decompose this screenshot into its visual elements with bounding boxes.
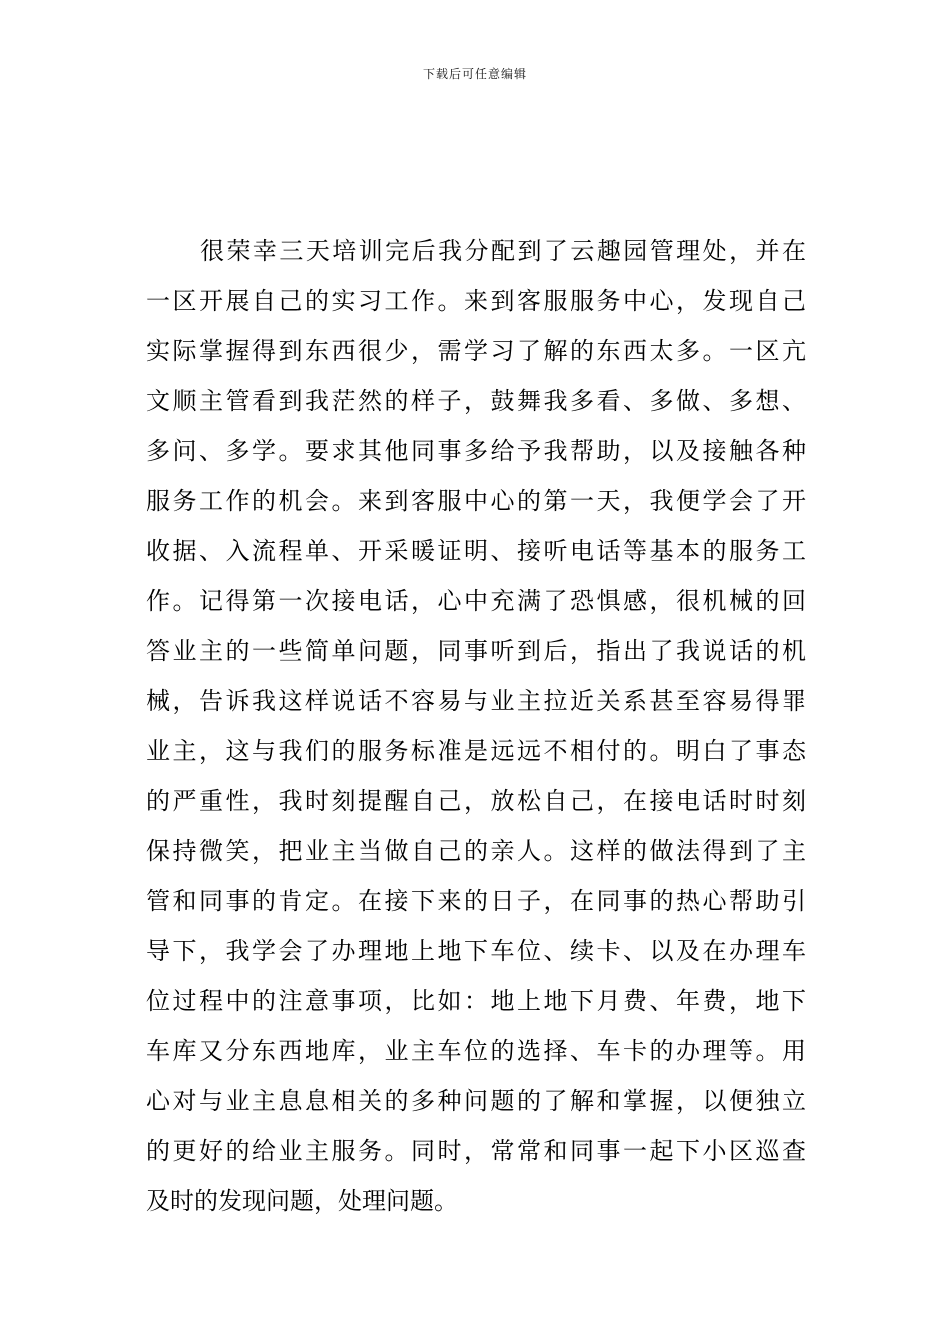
paragraph-line: 导下，我学会了办理地上地下车位、续卡、以及在办理车 (146, 937, 806, 965)
page-header: 下载后可任意编辑 (422, 67, 527, 81)
paragraph-line: 保持微笑，把业主当做自己的亲人。这样的做法得到了主 (146, 837, 806, 865)
paragraph-line: 的更好的给业主服务。同时，常常和同事一起下小区巡查 (146, 1137, 806, 1165)
paragraph-line: 及时的发现问题，处理问题。 (146, 1187, 458, 1215)
paragraph-line: 收据、入流程单、开采暖证明、接听电话等基本的服务工 (146, 537, 806, 565)
paragraph-line: 答业主的一些简单问题，同事听到后，指出了我说话的机 (146, 637, 806, 665)
body-paragraph (146, 226, 806, 1226)
paragraph-line: 业主，这与我们的服务标准是远远不相付的。明白了事态 (146, 737, 806, 765)
paragraph-line: 械，告诉我这样说话不容易与业主拉近关系甚至容易得罪 (146, 687, 806, 715)
paragraph-line: 车库又分东西地库，业主车位的选择、车卡的办理等。用 (146, 1037, 806, 1065)
paragraph-line: 文顺主管看到我茫然的样子，鼓舞我多看、多做、多想、 (146, 387, 806, 415)
paragraph-line: 心对与业主息息相关的多种问题的了解和掌握，以便独立 (146, 1087, 806, 1115)
paragraph-line: 很荣幸三天培训完后我分配到了云趣园管理处，并在 (200, 237, 806, 265)
paragraph-line: 服务工作的机会。来到客服中心的第一天，我便学会了开 (146, 487, 806, 515)
paragraph-line: 的严重性，我时刻提醒自己，放松自己，在接电话时时刻 (146, 787, 806, 815)
paragraph-line: 一区开展自己的实习工作。来到客服服务中心，发现自己 (146, 287, 806, 315)
paragraph-line: 管和同事的肯定。在接下来的日子，在同事的热心帮助引 (146, 887, 806, 915)
paragraph-line: 实际掌握得到东西很少，需学习了解的东西太多。一区亢 (146, 337, 806, 365)
paragraph-line: 位过程中的注意事项，比如：地上地下月费、年费，地下 (146, 987, 806, 1015)
paragraph-line: 多问、多学。要求其他同事多给予我帮助，以及接触各种 (146, 437, 806, 465)
paragraph-line: 作。记得第一次接电话，心中充满了恐惧感，很机械的回 (146, 587, 806, 615)
